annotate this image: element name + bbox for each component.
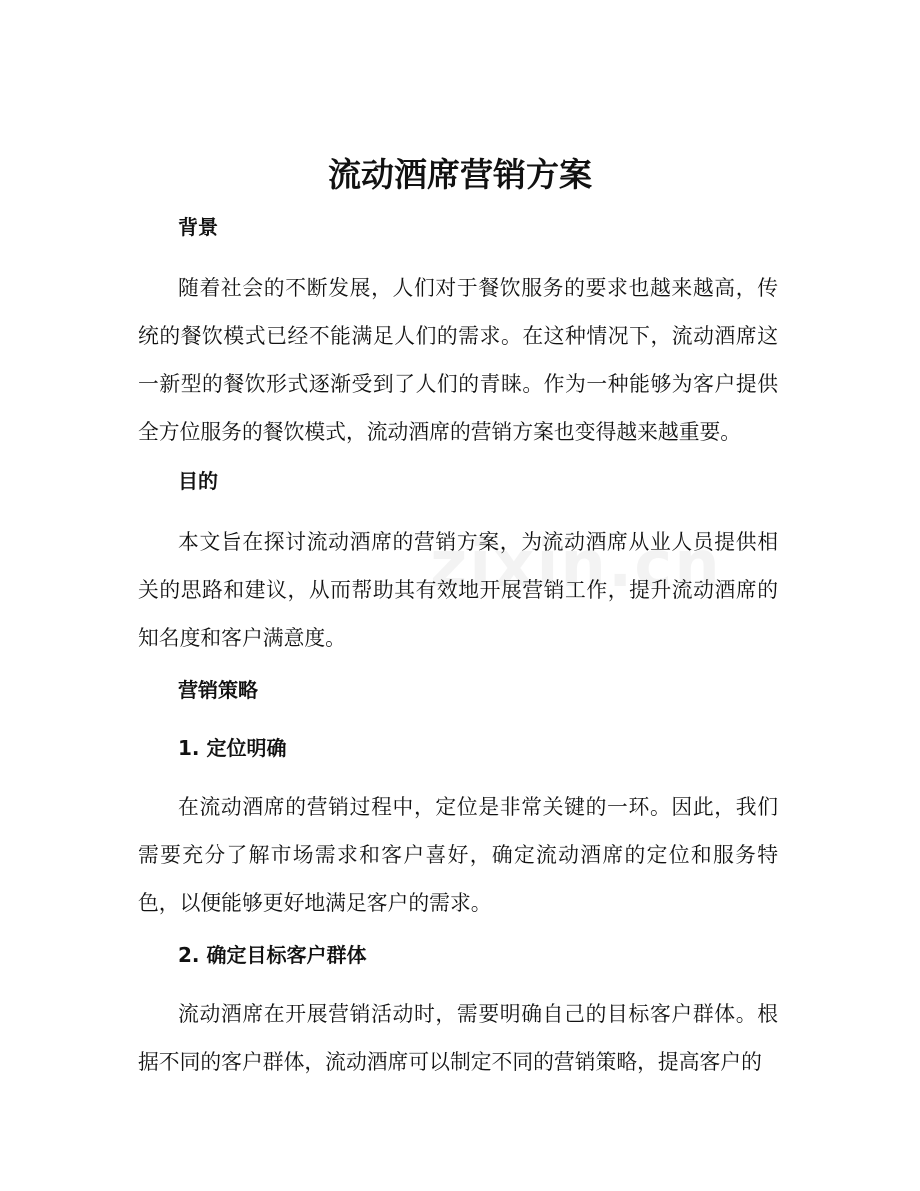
section-heading-background: 背景 bbox=[178, 215, 218, 239]
section-paragraph-purpose: 本文旨在探讨流动酒席的营销方案，为流动酒席从业人员提供相关的思路和建议，从而帮助其有效地开展营销工作，提升流动酒席的知名度和客户满意度。 bbox=[138, 530, 778, 650]
section-heading-strategy: 营销策略 bbox=[178, 678, 258, 702]
section-paragraph-target-customers: 流动酒席在开展营销活动时，需要明确自己的目标客户群体。根据不同的客户群体，流动酒席可以制定不同的营销策略，提高客户的 bbox=[138, 1002, 778, 1074]
section-heading-purpose: 目的 bbox=[178, 469, 218, 493]
section-paragraph-background: 随着社会的不断发展，人们对于餐饮服务的要求也越来越高，传统的餐饮模式已经不能满足人们的需求。在这种情况下，流动酒席这一新型的餐饮形式逐渐受到了人们的青睐。作为一种能够为客户提供全方位服务的餐饮模式，流动酒席的营销方案也变得越来越重要。 bbox=[138, 276, 778, 444]
section-heading-target-customers: 2. 确定目标客户群体 bbox=[178, 943, 367, 967]
section-heading-positioning: 1. 定位明确 bbox=[178, 736, 287, 760]
section-paragraph-positioning: 在流动酒席的营销过程中，定位是非常关键的一环。因此，我们需要充分了解市场需求和客户喜好，确定流动酒席的定位和服务特色，以便能够更好地满足客户的需求。 bbox=[138, 795, 778, 915]
document-title: 流动酒席营销方案 bbox=[328, 155, 592, 194]
